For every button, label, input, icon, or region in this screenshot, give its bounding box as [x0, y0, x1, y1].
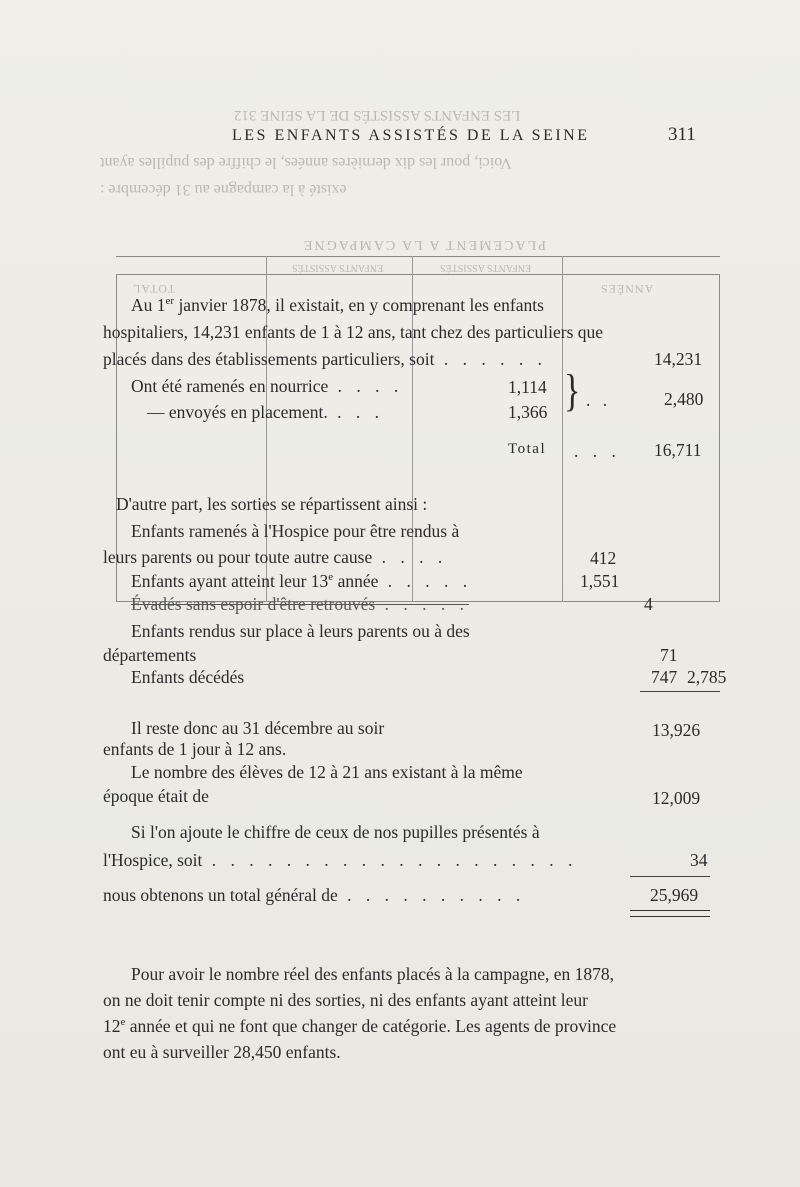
paragraph-line: Pour avoir le nombre réel des enfants placés à la campagne, en 1878, — [131, 964, 615, 984]
body-line: D'autre part, les sorties se répartissent ainsi : — [116, 494, 428, 514]
body-line: Évadés sans espoir d'être retrouvés . . . . . — [131, 594, 469, 614]
total-label: Total — [508, 441, 547, 457]
caption-rule — [116, 256, 720, 257]
table-column-divider — [562, 256, 563, 602]
ghost-header: LES ENFANTS ASSISTÉS DE LA SEINE 312 — [234, 107, 521, 123]
value: 1,114 — [508, 377, 547, 397]
body-line: Au 1er janvier 1878, il existait, en y comprenant les enfants — [131, 295, 544, 315]
ghost-line-1: Voici, pour les dix dernières années, le chiffre des pupilles ayant — [100, 154, 512, 171]
double-rule — [630, 910, 710, 917]
ghost-line-2: existé à la campagne au 31 décembre : — [100, 181, 347, 198]
body-line: nous obtenons un total général de . . . . . . . . . . — [103, 885, 526, 905]
value: 71 — [660, 645, 678, 665]
body-line: départements — [103, 645, 197, 665]
value: 4 — [644, 594, 653, 614]
paragraph-line: 12e année et qui ne font que changer de catégorie. Les agents de province — [103, 1016, 617, 1036]
table-caption: PLACEMENT A LA CAMPAGNE — [302, 237, 546, 252]
body-line: époque était de — [103, 786, 209, 806]
body-line: placés dans des établissements particuliers, soit . . . . . . — [103, 349, 547, 369]
leader-dots: . . — [586, 390, 612, 410]
body-line: Enfants décédés — [131, 667, 245, 687]
value: 1,366 — [508, 402, 548, 422]
total-value: 16,711 — [654, 440, 702, 460]
paragraph-line: on ne doit tenir compte ni des sorties, ni des enfants ayant atteint leur — [103, 990, 589, 1010]
body-line: Enfants ramenés à l'Hospice pour être rendus à — [131, 521, 460, 541]
body-line: Ont été ramenés en nourrice . . . . — [131, 376, 404, 396]
body-line: — envoyés en placement. . . . — [147, 402, 385, 422]
body-line: Le nombre des élèves de 12 à 21 ans existant à la même — [131, 762, 523, 782]
table-col-header: ENFANTS ASSISTÉS — [292, 262, 384, 273]
value: 412 — [590, 548, 617, 568]
value: 747 — [651, 667, 678, 687]
value: 2,785 — [687, 667, 727, 687]
body-line: Il reste donc au 31 décembre au soir — [131, 718, 385, 738]
body-line: Si l'on ajoute le chiffre de ceux de nos pupilles présentés à — [131, 822, 540, 842]
value: 2,480 — [664, 389, 704, 409]
body-line: Enfants ayant atteint leur 13e année . . . . . — [131, 571, 473, 591]
value: 13,926 — [652, 720, 701, 740]
brace: } — [564, 366, 581, 417]
running-header: LES ENFANTS ASSISTÉS DE LA SEINE — [232, 127, 590, 144]
value: 1,551 — [580, 571, 620, 591]
sum-rule — [630, 876, 710, 877]
page-number: 311 — [668, 124, 696, 145]
table-col-header: ANNÉES — [600, 282, 654, 296]
body-line: Enfants rendus sur place à leurs parents ou à des — [131, 621, 470, 641]
sum-rule — [640, 691, 720, 692]
grand-total: 25,969 — [650, 885, 699, 905]
body-line: enfants de 1 jour à 12 ans. — [103, 739, 287, 759]
value: 14,231 — [654, 349, 703, 369]
value: 12,009 — [652, 788, 701, 808]
paragraph-line: ont eu à surveiller 28,450 enfants. — [103, 1042, 341, 1062]
body-line: l'Hospice, soit . . . . . . . . . . . . . . . . . . . . — [103, 850, 578, 870]
value: 34 — [690, 850, 708, 870]
body-line: hospitaliers, 14,231 enfants de 1 à 12 ans, tant chez des particuliers que — [103, 322, 604, 342]
leader-dots: . . . — [574, 441, 621, 461]
body-line: leurs parents ou pour toute autre cause . . . . — [103, 547, 448, 567]
table-col-header: ENFANTS ASSISTÉS — [440, 262, 532, 273]
table-col-header: TOTAL — [132, 282, 176, 296]
